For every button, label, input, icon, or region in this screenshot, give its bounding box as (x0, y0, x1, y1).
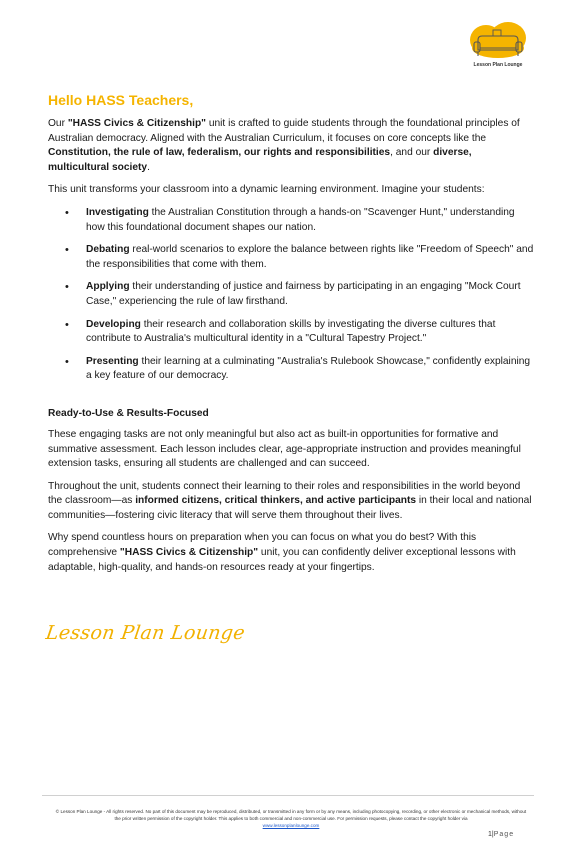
intro-paragraph: Our "HASS Civics & Citizenship" unit is crafted to guide students through the foundational principles of Australian democracy. Aligned with the Australian Curriculum, it focuses on core concepts like the Constitution, the rule of law, federalism, our rights and responsibilities, and our diverse, multicultural society. (48, 118, 520, 173)
footer-copyright: © Lesson Plan Lounge - All rights reserved. No part of this document may be reproduced, distributed, or transmitted in any form or by any means, including photocopying, recording, or other electronic or mechanical methods, without the prior written permission of the copyright holder. This applies to both commercial and non-commercial use. For permission requests, please contact the copyright holder via www.lessonplanlounge.com (55, 809, 527, 828)
greeting-heading: Hello HASS Teachers, (48, 92, 194, 108)
footer-link[interactable]: www.lessonplanlounge.com (262, 823, 320, 828)
transform-paragraph: This unit transforms your classroom into a dynamic learning environment. Imagine your students: (48, 184, 485, 196)
list-item: • Debating real-world scenarios to explore the balance between rights like "Freedom of Speech" and the responsibilities that come with them. (48, 243, 534, 272)
assessment-paragraph: These engaging tasks are not only meaningful but also act as built-in opportunities for formative and summative assessment. Each lesson includes clear, age-appropriate instruction and provides meaningful extension tasks, ensuring all students are challenged and can succeed. (48, 428, 521, 470)
activity-list (48, 206, 534, 384)
list-item: • Developing their research and collaboration skills by investigating the diverse cultures that contribute to Australia's multicultural identity in a "Cultural Tapestry Project." (48, 318, 534, 347)
why-paragraph: Why spend countless hours on preparation when you can focus on what you do best? With this comprehensive "HASS Civics & Citizenship" unit, you can confidently deliver exceptional lessons with adaptable, high-quality, and hands-on resources ready at your fingertips. (48, 532, 516, 573)
page-number: 1|Page (488, 831, 515, 838)
list-item: • Applying their understanding of justice and fairness by participating in an engaging "Mock Court Case," experiencing the rule of law firsthand. (48, 280, 534, 309)
logo-caption: Lesson Plan Lounge (473, 62, 523, 68)
list-item: • Investigating the Australian Constitution through a hands-on "Scavenger Hunt," understanding how this foundational document shapes our nation. (48, 206, 534, 235)
section-subheading: Ready-to-Use & Results-Focused (48, 407, 209, 419)
letter-body (48, 92, 534, 583)
signature: Lesson Plan Lounge (44, 622, 247, 644)
footer-divider (42, 795, 534, 796)
connect-paragraph: Throughout the unit, students connect their learning to their roles and responsibilities in the world beyond the classroom—as informed citizens, critical thinkers, and active participants in their local and national communities—fostering civic literacy that will serve them throughout their lives. (48, 480, 532, 521)
logo (466, 20, 530, 72)
list-item: • Presenting their learning at a culminating "Australia's Rulebook Showcase," confidently explaining a key feature of our democracy. (48, 355, 534, 384)
sofa-icon (466, 20, 530, 64)
